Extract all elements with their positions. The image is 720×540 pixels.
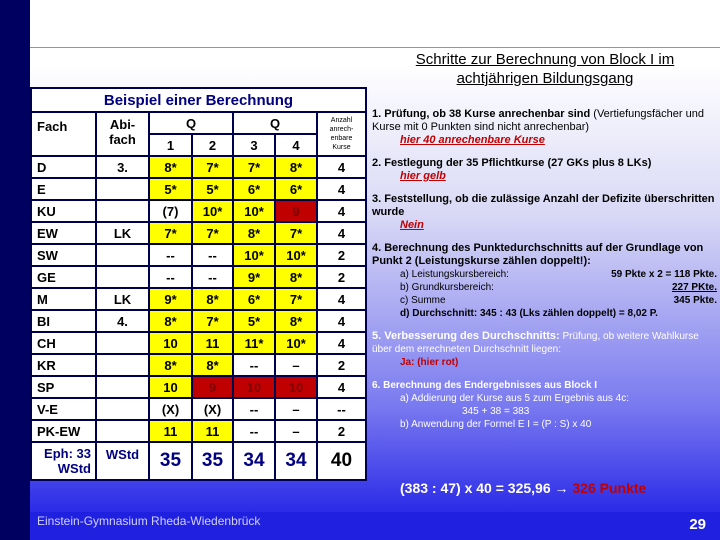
fach-cell: KR — [31, 354, 96, 376]
grade-cell: 9 — [192, 376, 233, 398]
table-row — [31, 156, 366, 178]
table-row — [31, 178, 366, 200]
grade-cell: 7* — [192, 310, 233, 332]
fach-cell: SW — [31, 244, 96, 266]
grade-cell: 8* — [149, 156, 192, 178]
school-footer: Einstein-Gymnasium Rheda-Wiedenbrück — [37, 514, 261, 528]
table-row — [31, 244, 366, 266]
table-row — [31, 354, 366, 376]
fach-cell: E — [31, 178, 96, 200]
header-fach: Fach — [31, 112, 96, 156]
text: 1. Prüfung, ob 38 Kurse anrechenbar sind — [372, 108, 591, 120]
grade-cell: 8* — [275, 156, 317, 178]
anzahl-cell: 4 — [317, 376, 366, 398]
text: Ja: (hier rot) — [400, 357, 459, 368]
grade-cell: 10* — [275, 244, 317, 266]
step-3 — [372, 193, 717, 232]
fach-cell: D — [31, 156, 96, 178]
anzahl-cell: 2 — [317, 266, 366, 288]
header-q: Q — [149, 112, 233, 134]
grade-cell: 5* — [192, 178, 233, 200]
grade-cell: (X) — [192, 398, 233, 420]
grade-cell: 10* — [233, 244, 275, 266]
abi-cell — [96, 398, 149, 420]
text: Nein — [400, 219, 424, 231]
anzahl-cell: 4 — [317, 332, 366, 354]
abi-cell: LK — [96, 288, 149, 310]
total-abi: WStd — [96, 442, 149, 480]
table-row — [31, 398, 366, 420]
grade-cell: -- — [192, 266, 233, 288]
text: 3. Feststellung, ob die zulässige Anzahl der Defizite überschritten wurde — [372, 193, 715, 218]
grade-cell: 11 — [149, 420, 192, 442]
slide-title: Schritte zur Berechnung von Block I im achtjährigen Bildungsgang — [415, 51, 675, 87]
table-row — [31, 266, 366, 288]
text: d) Durchschnitt: 345 : 43 (Lks zählen doppelt) = 8,02 P. — [400, 308, 658, 319]
table-caption: Beispiel einer Berechnung — [31, 88, 366, 112]
anzahl-cell: 2 — [317, 354, 366, 376]
abi-cell — [96, 244, 149, 266]
grade-cell: 7* — [192, 156, 233, 178]
divider — [30, 47, 720, 48]
text: 326 Punkte — [572, 480, 647, 496]
step-5 — [372, 330, 717, 369]
grade-cell: 6* — [233, 178, 275, 200]
fach-cell: BI — [31, 310, 96, 332]
table-row — [31, 376, 366, 398]
table-row — [31, 420, 366, 442]
header-4: 4 — [275, 134, 317, 156]
grade-cell: -- — [149, 244, 192, 266]
total-anzahl: 40 — [317, 442, 366, 480]
anzahl-cell: 4 — [317, 288, 366, 310]
abi-cell — [96, 332, 149, 354]
grade-cell: 10* — [233, 200, 275, 222]
header-anzahl: Anzahl anrech-enbare Kurse — [317, 112, 366, 156]
text: hier 40 anrechenbare Kurse — [400, 134, 545, 146]
table-row — [31, 222, 366, 244]
abi-cell — [96, 266, 149, 288]
fach-cell: CH — [31, 332, 96, 354]
final-result — [400, 480, 646, 496]
text: 5. Verbesserung des Durchschnitts: — [372, 330, 560, 342]
table-row — [31, 288, 366, 310]
step-1 — [372, 108, 717, 147]
grade-cell: 9* — [149, 288, 192, 310]
text: 227 PKte. — [671, 282, 717, 293]
grade-cell: 7* — [275, 288, 317, 310]
grade-cell: 7* — [233, 156, 275, 178]
text: a) Leistungskursbereich: — [400, 269, 509, 280]
anzahl-cell: 2 — [317, 420, 366, 442]
grade-cell: – — [275, 420, 317, 442]
text: b) Grundkursbereich: — [400, 282, 494, 293]
grade-cell: -- — [192, 244, 233, 266]
grade-cell: -- — [233, 354, 275, 376]
grade-cell: 5* — [233, 310, 275, 332]
text: 345 Pkte. — [673, 295, 717, 306]
grade-cell: 10 — [275, 376, 317, 398]
anzahl-cell: 4 — [317, 310, 366, 332]
grade-cell: 10 — [149, 332, 192, 354]
grade-cell: 8* — [192, 354, 233, 376]
grade-cell: 8* — [192, 288, 233, 310]
text: (Vertiefungsfächer und Kurse mit 0 Punkten sind nicht anrechenbar) — [372, 108, 704, 133]
grade-cell: 6* — [233, 288, 275, 310]
abi-cell — [96, 354, 149, 376]
text: (383 : 47) x 40 = 325,96 → — [400, 480, 573, 496]
abi-cell — [96, 200, 149, 222]
grade-cell: -- — [149, 266, 192, 288]
step-4 — [372, 242, 717, 320]
abi-cell — [96, 420, 149, 442]
grade-cell: 10 — [149, 376, 192, 398]
grade-cell: 7* — [275, 222, 317, 244]
header-q: Q — [233, 112, 317, 134]
grade-cell: 8* — [275, 310, 317, 332]
text: 345 + 38 = 383 — [462, 406, 530, 417]
grade-cell: -- — [233, 420, 275, 442]
anzahl-cell: 4 — [317, 156, 366, 178]
grade-cell: (X) — [149, 398, 192, 420]
text: a) Addierung der Kurse aus 5 zum Ergebnis aus 4c: — [400, 393, 630, 404]
text: 59 Pkte x 2 = 118 Pkte. — [611, 269, 717, 280]
grade-cell: 8* — [149, 310, 192, 332]
steps-list — [372, 108, 717, 441]
grade-cell: 8* — [233, 222, 275, 244]
grade-cell: 8* — [149, 354, 192, 376]
fach-cell: EW — [31, 222, 96, 244]
abi-cell — [96, 376, 149, 398]
grade-cell: 11 — [192, 332, 233, 354]
step-6 — [372, 379, 717, 431]
grade-cell: 9 — [275, 200, 317, 222]
table-row — [31, 200, 366, 222]
total-cell: 34 — [233, 442, 275, 480]
text: Prüfung, ob weitere Wahlkurse über dem errechneten Durchschnitt liegen: — [372, 331, 699, 355]
text: 6. Berechnung des Endergebnisses aus Block I — [372, 380, 598, 391]
grade-cell: 7* — [192, 222, 233, 244]
grade-cell: 5* — [149, 178, 192, 200]
total-cell: 34 — [275, 442, 317, 480]
grade-cell: 11* — [233, 332, 275, 354]
text: 4. Berechnung des Punktedurchschnitts auf der Grundlage von Punkt 2 (Leistungskurse zählen doppelt!): — [372, 242, 704, 267]
grade-cell: 11 — [192, 420, 233, 442]
header-abi: Abi-fach — [96, 112, 149, 156]
grade-cell: 10 — [233, 376, 275, 398]
abi-cell: LK — [96, 222, 149, 244]
grade-cell: 9* — [233, 266, 275, 288]
table-row — [31, 332, 366, 354]
text: hier gelb — [400, 170, 446, 182]
text: c) Summe — [400, 295, 446, 306]
anzahl-cell: 4 — [317, 178, 366, 200]
grade-cell: 7* — [149, 222, 192, 244]
abi-cell: 3. — [96, 156, 149, 178]
header-1: 1 — [149, 134, 192, 156]
total-fach: Eph: 33 WStd — [31, 442, 96, 480]
grade-cell: 10* — [192, 200, 233, 222]
fach-cell: KU — [31, 200, 96, 222]
abi-cell: 4. — [96, 310, 149, 332]
grade-cell: – — [275, 354, 317, 376]
grade-cell: 10* — [275, 332, 317, 354]
grade-cell: -- — [233, 398, 275, 420]
text: b) Anwendung der Formel E I = (P : S) x 40 — [400, 419, 592, 430]
fach-cell: SP — [31, 376, 96, 398]
anzahl-cell: 2 — [317, 244, 366, 266]
text: 2. Festlegung der 35 Pflichtkurse (27 GKs plus 8 LKs) — [372, 157, 652, 169]
grade-cell: 8* — [275, 266, 317, 288]
anzahl-cell: 4 — [317, 222, 366, 244]
anzahl-cell: -- — [317, 398, 366, 420]
fach-cell: PK-EW — [31, 420, 96, 442]
calculation-table — [30, 87, 367, 481]
total-cell: 35 — [192, 442, 233, 480]
header-2: 2 — [192, 134, 233, 156]
abi-cell — [96, 178, 149, 200]
anzahl-cell: 4 — [317, 200, 366, 222]
fach-cell: GE — [31, 266, 96, 288]
header-3: 3 — [233, 134, 275, 156]
grade-cell: 6* — [275, 178, 317, 200]
page-number: 29 — [689, 516, 706, 533]
total-cell: 35 — [149, 442, 192, 480]
grade-cell: (7) — [149, 200, 192, 222]
grade-cell: – — [275, 398, 317, 420]
table-row — [31, 310, 366, 332]
fach-cell: V-E — [31, 398, 96, 420]
fach-cell: M — [31, 288, 96, 310]
step-2 — [372, 157, 717, 183]
